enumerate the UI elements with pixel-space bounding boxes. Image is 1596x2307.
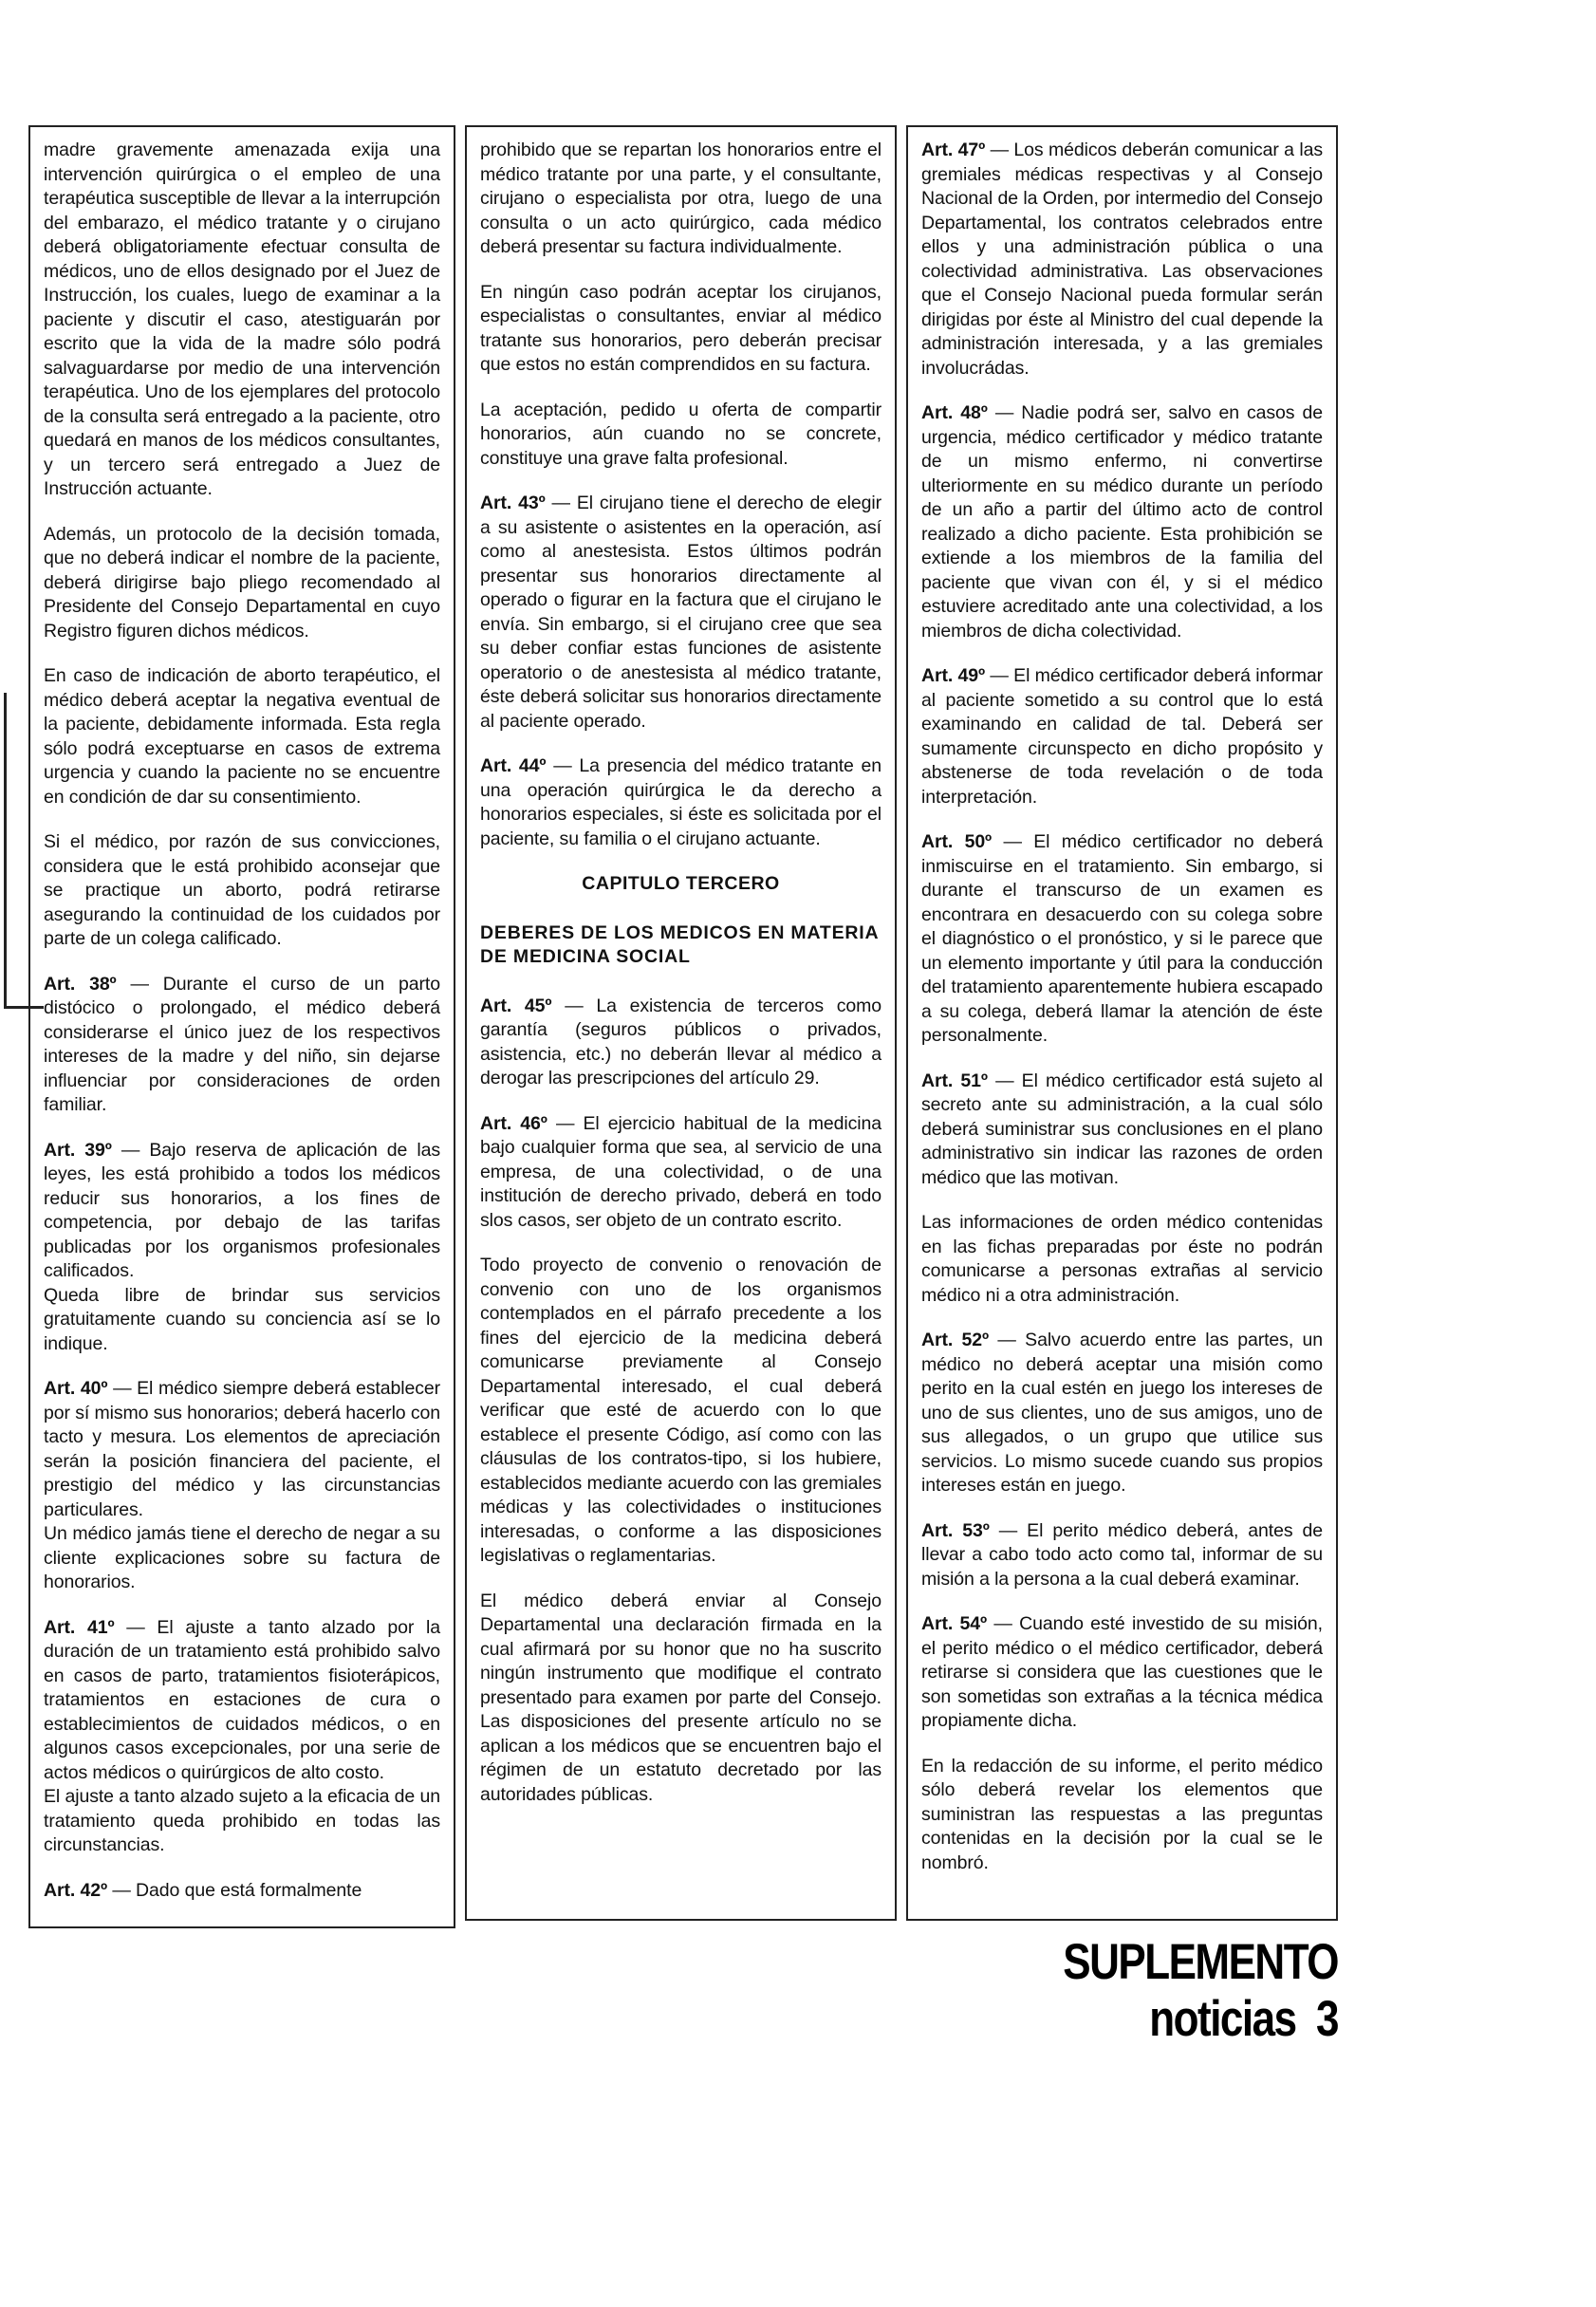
- article-42: [44, 1879, 440, 1904]
- article-label: Art. 39º: [44, 1139, 112, 1161]
- article-48: [921, 401, 1323, 643]
- text-column-1: [28, 125, 455, 1928]
- article-text: — Nadie podrá ser, salvo en casos de urgencia, médico certificador y médico tratante de un mismo enfermo, ni convertirse ulteriormente en su médico durante un período de un año a partir del último acto de control realizado a dicho paciente. Esta prohibición se extiende a los miembros de la familia del paciente que vivan con él, y si el médico estuviere acreditado ante una colectividad, a los miembros de dicha colectividad.: [921, 402, 1324, 642]
- article-text: — Salvo acuerdo entre las partes, un médico no deberá aceptar una misión como perito en la cual estén en juego los intereses de uno de sus clientes, uno de sus amigos, uno de sus allegados, o un grupo que utilice sus servicios. Lo mismo sucede cuando sus propios intereses están en juego.: [921, 1330, 1323, 1496]
- paragraph: Todo proyecto de convenio o renovación de convenio con uno de los organismos contemplados en el párrafo precedente a los fines del ejercicio de la medicina deberá comunicarse previamente al Consejo Departamental interesado, el cual deberá verificar que esté de acuerdo con lo que establece el presente Código, así como con las cláusulas de los contratos-tipo, si los hubiere, establecidos mediante acuerdo con las gremiales médicas y las colectividades o instituciones interesadas, o conforme a las disposiciones legislativas o reglamentarias.: [480, 1255, 882, 1566]
- article-52: [921, 1329, 1323, 1498]
- article-label: Art. 52º: [921, 1330, 990, 1350]
- article-43: [480, 492, 882, 734]
- article-label: Art. 49º: [921, 665, 986, 686]
- article-47: [921, 139, 1323, 381]
- article-41: [44, 1616, 440, 1786]
- article-label: Art. 43º: [480, 493, 546, 513]
- article-53: [921, 1519, 1323, 1592]
- article-text: — Los médicos deberán comunicar a las gremiales médicas respectivas y al Consejo Nacional de la Orden, por intermedio del Consejo Departamental, los contratos celebrados entre ellos y una administración pública o una colectividad administrativa. Las observaciones que el Consejo Nacional pueda formular serán dirigidas por éste al Ministro del cual depende la administración interesada, y a las gremiales involucrádas.: [921, 140, 1323, 379]
- scan-bracket-mark: [4, 1006, 44, 1009]
- article-40: [44, 1377, 440, 1522]
- article-text: — Dado que está formalmente: [112, 1879, 362, 1901]
- text-column-3: [906, 125, 1338, 1921]
- article-text: — El médico siempre deberá establecer por sí mismo sus honorarios; deberá hacerlo con tacto y mesura. Los elementos de apreciación serán la posición financiera del paciente, el prestigio del médico y las circunstancias particulares.: [44, 1378, 441, 1520]
- article-50: [921, 830, 1323, 1049]
- paragraph: Un médico jamás tiene el derecho de negar a su cliente explicaciones sobre su factura de honorarios.: [44, 1523, 440, 1592]
- article-label: Art. 51º: [921, 1070, 988, 1091]
- article-text: — El médico certificador deberá informar al paciente sometido a su control que lo está examinando en calidad de tal. Deberá ser sumamente circunspecto en dicho propósito y abstenerse de toda revelación o de toda interpretación.: [921, 665, 1324, 808]
- paragraph: Las informaciones de orden médico contenidas en las fichas preparadas por éste no podrán comunicarse a personas extrañas al servicio médico ni a otra administración.: [921, 1212, 1323, 1306]
- article-54: [921, 1612, 1323, 1734]
- paragraph: En ningún caso podrán aceptar los cirujanos, especialistas o consultantes, enviar al médico tratante sus honorarios, pero deberán precisar que estos no están comprendidos en su factura.: [480, 281, 882, 375]
- paragraph: Si el médico, por razón de sus convicciones, considera que le está prohibido aconsejar que se practique un aborto, podrá retirarse asegurando la continuidad de los cuidados por parte de un colega calificado.: [44, 831, 440, 949]
- section-title: DEBERES DE LOS MEDICOS EN MATERIA DE MEDICINA SOCIAL: [480, 921, 879, 967]
- article-text: — El ejercicio habitual de la medicina bajo cualquier forma que sea, al servicio de una empresa, de una colectividad, o de una institución de derecho privado, deberá en todo slos casos, ser objeto de un contrato escrito.: [480, 1112, 882, 1231]
- paragraph: La aceptación, pedido u oferta de compartir honorarios, aún cuando no se concrete, constituye una grave falta profesional.: [480, 399, 882, 469]
- article-45: [480, 995, 882, 1091]
- paragraph: Queda libre de brindar sus servicios gratuitamente cuando su conciencia así se lo indique.: [44, 1284, 440, 1354]
- article-38: [44, 973, 440, 1118]
- article-46: [480, 1112, 882, 1234]
- paragraph: En la redacción de su informe, el perito médico sólo deberá revelar los elementos que suministran las respuestas a las preguntas contenidas en la decisión por la cual se le nombró.: [921, 1755, 1323, 1873]
- article-text: — El médico certificador no deberá inmiscuirse en el tratamiento. Sin embargo, si durante el transcurso de un examen es encontrara en desacuerdo con su colega sobre el diagnóstico o el pronóstico, y si le parece que un elemento importante y útil para la conducción del tratamiento aparentemente hubiera escapado a su colega, deberá llamar la atención de éste personalmente.: [921, 831, 1323, 1046]
- article-text: — El médico certificador está sujeto al secreto ante su administración, a la cual sólo deberá suministrar sus conclusiones en el plano administrativo sin indicar las razones de orden médico que las motivan.: [921, 1070, 1324, 1188]
- paragraph: El ajuste a tanto alzado sujeto a la eficacia de un tratamiento queda prohibido en todas las circunstancias.: [44, 1786, 440, 1855]
- article-label: Art. 53º: [921, 1519, 990, 1541]
- paragraph: Además, un protocolo de la decisión tomada, que no deberá indicar el nombre de la paciente, deberá dirigirse bajo pliego recomendado al Presidente del Consejo Departamental en cuyo Registro figuren dichos médicos.: [44, 523, 440, 642]
- page-number: 3: [1316, 1991, 1338, 2047]
- scan-bracket-mark: [4, 693, 7, 1006]
- article-text: — Durante el curso de un parto distócico o prolongado, el médico deberá considerarse el único juez de los respectivos intereses de la madre y del niño, sin dejarse influenciar por consideraciones de orden familiar.: [44, 973, 440, 1115]
- publication-name: SUPLEMENTO noticias: [1063, 1934, 1338, 2047]
- paragraph: prohibido que se repartan los honorarios entre el médico tratante por una parte, y el consultante, cirujano o especialista por otra, luego de una consulta o un acto quirúrgico, cada médico deberá presentar su factura individualmente.: [480, 140, 882, 257]
- paragraph: En caso de indicación de aborto terapéutico, el médico deberá aceptar la negativa eventual de la paciente, debidamente informada. Esta regla sólo podrá exceptuarse en casos de extrema urgencia y cuando la paciente no se encuentre en condición de dar su consentimiento.: [44, 665, 440, 808]
- article-text: — La existencia de terceros como garantía (seguros públicos o privados, asistencia, etc.) no deberán llevar al médico a derogar las prescripciones del artículo 29.: [480, 995, 882, 1088]
- article-label: Art. 40º: [44, 1378, 108, 1399]
- article-label: Art. 38º: [44, 973, 117, 995]
- article-51: [921, 1070, 1323, 1191]
- article-label: Art. 42º: [44, 1879, 108, 1901]
- article-label: Art. 46º: [480, 1112, 547, 1134]
- page-footer: [949, 1934, 1338, 2048]
- article-49: [921, 664, 1323, 809]
- text-column-2: [465, 125, 897, 1921]
- article-39: [44, 1139, 440, 1284]
- article-text: — El cirujano tiene el derecho de elegir a su asistente o asistentes en la operación, así como al anestesista. Estos últimos podrán presentar sus honorarios directamente al operado o figurar en la factura que el cirujano le envía. Sin embargo, si el cirujano cree que sea su deber confiar estas funciones de asistente operatorio o de anestesista al médico tratante, éste deberá solicitar sus honorarios directamente al paciente operado.: [480, 493, 882, 732]
- article-label: Art. 41º: [44, 1616, 115, 1638]
- article-text: — El ajuste a tanto alzado por la duración de un tratamiento está prohibido salvo en casos de parto, tratamientos fisioterápicos, tratamientos en estaciones de cura o establecimientos de cuidados médicos, o en algunos casos excepcionales, por una serie de actos médicos o quirúrgicos de alto costo.: [44, 1616, 440, 1783]
- article-label: Art. 45º: [480, 995, 552, 1016]
- article-text: — El perito médico deberá, antes de llevar a cabo todo acto como tal, informar de su misión a la persona a la cual deberá examinar.: [921, 1519, 1323, 1590]
- article-label: Art. 48º: [921, 402, 988, 423]
- article-label: Art. 44º: [480, 755, 547, 776]
- paragraph: madre gravemente amenazada exija una intervención quirúrgica o el empleo de una terapéutica susceptible de llevar a la interrupción del embarazo, el médico tratante y o cirujano deberá obligatoriamente efectuar consulta de médicos, uno de ellos designado por el Juez de Instrucción, los cuales, luego de examinar a la paciente y discutir el caso, atestiguarán por escrito que la vida de la madre sólo podrá salvaguardarse por medio de una intervención terapéutica. Uno de los ejemplares del protocolo de la consulta será entregado a la paciente, otro quedará en manos de los médicos consultantes, y un tercero será entregado a Juez de Instrucción actuante.: [44, 140, 440, 499]
- article-text: — Bajo reserva de aplicación de las leyes, les está prohibido a todos los médicos reducir sus honorarios, a los fines de competencia, por debajo de las tarifas publicadas por los organismos profesionales calificados.: [44, 1139, 440, 1281]
- article-text: — La presencia del médico tratante en una operación quirúrgica le da derecho a honorarios especiales, si éste es solicitada por el paciente, su familia o el cirujano actuante.: [480, 755, 882, 849]
- article-label: Art. 50º: [921, 831, 993, 852]
- paragraph: El médico deberá enviar al Consejo Departamental una declaración firmada en la cual afirmará por su honor que no ha suscrito ningún instrumento que modifique el contrato presentado para examen por parte del Consejo. Las disposiciones del presente artículo no se aplican a los médicos que se encuentren bajo el régimen de un estatuto decretado por las autoridades públicas.: [480, 1590, 882, 1805]
- chapter-heading: CAPITULO TERCERO: [582, 873, 780, 894]
- article-44: [480, 754, 882, 851]
- article-label: Art. 54º: [921, 1613, 988, 1634]
- article-label: Art. 47º: [921, 140, 986, 160]
- article-text: — Cuando esté investido de su misión, el perito médico o el médico certificador, deberá retirarse si considera que las cuestiones que le son sometidas son extrañas a la técnica médica propiamente dicha.: [921, 1613, 1323, 1731]
